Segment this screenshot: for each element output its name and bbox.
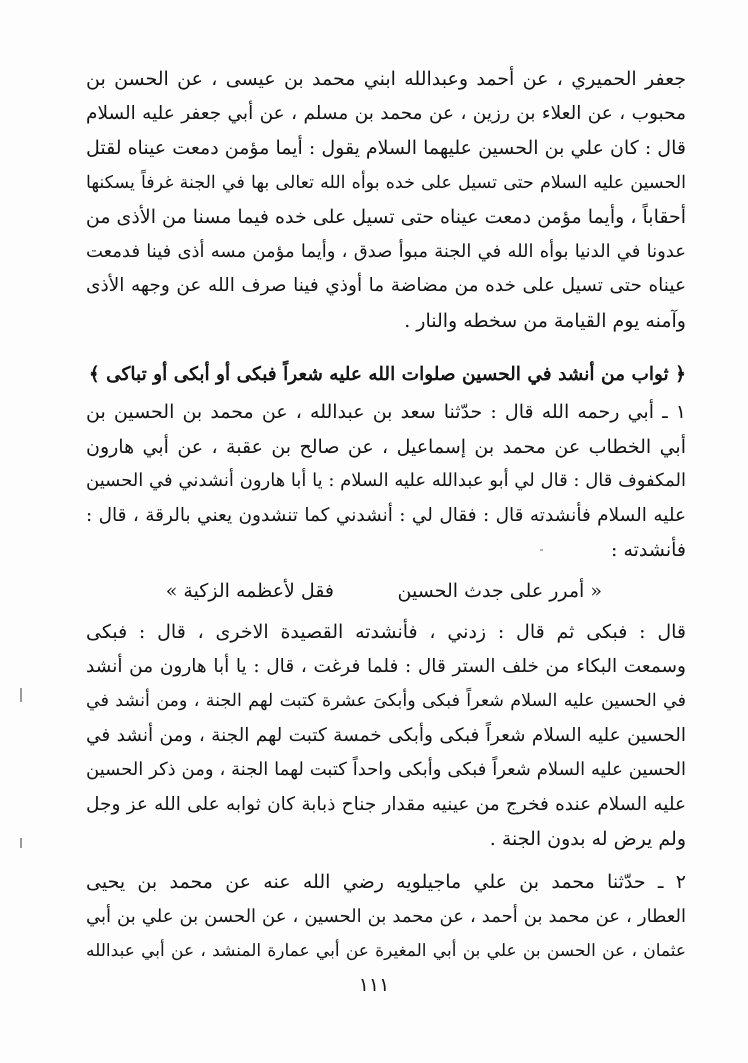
text-line: وآمنه يوم القيامة من سخطه والنار . xyxy=(404,309,686,332)
paragraph-hadith-1-continued xyxy=(86,615,686,857)
text-line: في الحسين عليه السلام شعراً فبكى وأبكىَ عشرة كتبت لهم الجنة ، ومن أنشد في xyxy=(86,691,686,711)
text-line: عدونا في الدنيا بوأه الله في الجنة مبوأ صدق ، وأيما مؤمن مسه أذى فينا فدمعت xyxy=(86,240,686,262)
text-line: قال : كان علي بن الحسين عليهما السلام يقول : أيما مؤمن دمعت عيناه لقتل xyxy=(86,137,686,159)
verse-second-hemistich: فقل لأعظمه الزكية » xyxy=(165,580,334,602)
text-line: العطار ، عن محمد بن أحمد ، عن محمد بن الحسين ، عن الحسن بن علي بن أبي xyxy=(86,905,686,927)
text-line: عليه السلام فأنشدته قال : فقال لي : أنشدني كما تنشدون يعني بالرقة ، قال : xyxy=(86,504,686,526)
text-line: الحسين عليه السلام حتى تسيل على خده بوأه الله تعالى بها في الجنة غرفاً يسكنها xyxy=(86,172,686,193)
section-heading: ﴿ ثواب من أنشد في الحسين صلوات الله عليه شعراً فبكى أو أبكى أو تباكى ﴾ xyxy=(88,364,686,385)
page-number: ١١١ xyxy=(358,974,390,996)
text-line: عيناه حتى تسيل على خده من مضاضة ما أوذي فينا صرف الله عن وجهه الأذى xyxy=(86,275,686,296)
text-line: وسمعت البكاء من خلف الستر قال : فلما فرغت ، قال : يا أبا هارون من أنشد xyxy=(86,655,686,677)
text-line: قال : فبكى ثم قال : زدني ، فأنشدته القصيدة الاخرى ، قال : فبكى xyxy=(86,621,686,643)
poem-verse xyxy=(86,574,686,608)
margin-scan-mark xyxy=(20,688,22,702)
text-line: أحقاباً ، وأيما مؤمن دمعت عيناه حتى تسيل على خده فيما مسنا من الأذى من xyxy=(86,206,686,228)
text-line: الحسين عليه السلام شعراً فبكى وأبكى خمسة كتبت لهم الجنة ، ومن أنشد في xyxy=(86,724,686,746)
text-line: أبي الخطاب عن محمد بن إسماعيل ، عن صالح بن عقبة ، عن أبي هارون xyxy=(86,435,686,458)
text-line: جعفر الحميري ، عن أحمد وعبدالله ابني محمد بن عيسى ، عن الحسن بن xyxy=(86,68,686,90)
text-line: الحسين عليه السلام شعراً فبكى وأبكى واحداً كتبت لهما الجنة ، ومن ذكر الحسين xyxy=(86,759,686,780)
text-line: المكفوف قال : قال لي أبو عبدالله عليه السلام : يا أبا هارون أنشدني في الحسين xyxy=(86,470,686,491)
text-line: ٢ ـ حدّثنا محمد بن علي ماجيلويه رضي الله عنه عن محمد بن يحيى xyxy=(86,871,686,893)
text-line: ولم يرض له بدون الجنة . xyxy=(489,828,686,850)
verse-first-hemistich: « أمرر على جدث الحسين xyxy=(397,580,602,602)
text-line: عثمان ، عن الحسن بن علي بن أبي المغيرة عن أبي عمارة المنشد ، عن أبي عبدالله xyxy=(86,941,686,961)
text-line: عليه السلام عنده فخرج من عينيه مقدار جناح ذبابة كان ثوابه على الله عز وجل xyxy=(86,793,686,815)
paragraph-hadith-1 xyxy=(86,395,686,568)
margin-scan-mark xyxy=(20,838,22,848)
text-line: محبوب ، عن العلاء بن رزين ، عن محمد بن مسلم ، عن أبي جعفر عليه السلام xyxy=(86,102,686,124)
scan-speck xyxy=(540,549,543,551)
text-line: فأنشدته : xyxy=(611,539,686,561)
text-line: ١ ـ أبي رحمه الله قال : حدّثنا سعد بن عبدالله ، عن محمد بن الحسين بن xyxy=(86,401,686,423)
paragraph-hadith-opening xyxy=(86,62,686,338)
paragraph-hadith-2 xyxy=(86,865,686,969)
